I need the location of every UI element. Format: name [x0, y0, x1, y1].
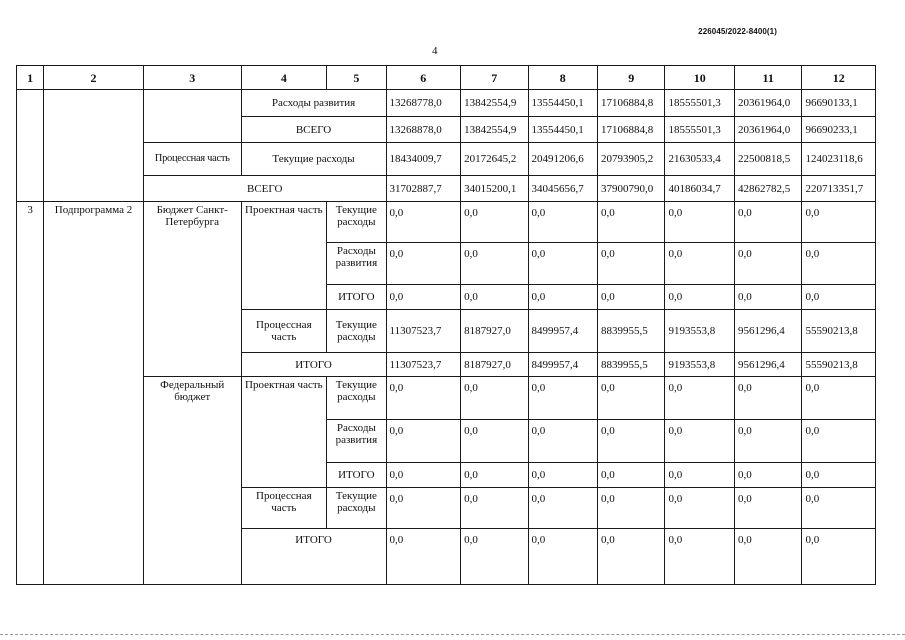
- section-number: 3: [17, 202, 44, 585]
- row-label: Текущие расходы: [327, 377, 386, 420]
- value-cell: 8499957,4: [528, 352, 597, 376]
- header-cell: 12: [802, 66, 876, 90]
- part-label: Проектная часть: [241, 202, 327, 310]
- row-label: Текущие расходы: [241, 143, 386, 176]
- table-row: [17, 143, 876, 176]
- value-cell: 13268778,0: [386, 90, 461, 116]
- value-cell: 0,0: [734, 462, 801, 487]
- header-cell: 10: [665, 66, 734, 90]
- value-cell: 17106884,8: [598, 90, 665, 116]
- value-cell: 0,0: [598, 202, 665, 243]
- value-cell: 0,0: [386, 202, 461, 243]
- value-cell: 37900790,0: [598, 175, 665, 201]
- value-cell: 20491206,6: [528, 143, 597, 176]
- row-label: ИТОГО: [327, 284, 386, 309]
- header-cell: 5: [327, 66, 386, 90]
- page-edge-divider: [0, 634, 905, 636]
- budget-table: [16, 65, 876, 585]
- value-cell: 0,0: [802, 202, 876, 243]
- value-cell: 42862782,5: [734, 175, 801, 201]
- value-cell: 0,0: [528, 284, 597, 309]
- value-cell: 0,0: [461, 377, 528, 420]
- value-cell: 0,0: [734, 420, 801, 463]
- value-cell: 0,0: [461, 284, 528, 309]
- header-cell: 8: [528, 66, 597, 90]
- value-cell: 0,0: [665, 528, 734, 584]
- header-row: [17, 66, 876, 90]
- value-cell: 0,0: [665, 420, 734, 463]
- page-number: 4: [432, 45, 438, 57]
- value-cell: 0,0: [528, 488, 597, 529]
- table-row: [17, 90, 876, 116]
- value-cell: 9561296,4: [734, 310, 801, 353]
- header-cell: 11: [734, 66, 801, 90]
- value-cell: 0,0: [528, 377, 597, 420]
- value-cell: 20361964,0: [734, 90, 801, 116]
- empty-cell: [44, 90, 144, 202]
- row-label: Текущие расходы: [327, 310, 386, 353]
- value-cell: 13554450,1: [528, 90, 597, 116]
- table-row: [17, 202, 876, 243]
- value-cell: 0,0: [386, 243, 461, 285]
- value-cell: 34045656,7: [528, 175, 597, 201]
- value-cell: 0,0: [734, 202, 801, 243]
- empty-cell: [17, 90, 44, 202]
- row-label: Текущие расходы: [327, 202, 386, 243]
- value-cell: 40186034,7: [665, 175, 734, 201]
- value-cell: 20172645,2: [461, 143, 528, 176]
- value-cell: 0,0: [734, 488, 801, 529]
- value-cell: 0,0: [386, 284, 461, 309]
- value-cell: 8187927,0: [461, 352, 528, 376]
- value-cell: 96690233,1: [802, 116, 876, 142]
- value-cell: 0,0: [665, 462, 734, 487]
- table-row: [17, 175, 876, 201]
- value-cell: 0,0: [598, 462, 665, 487]
- value-cell: 0,0: [665, 488, 734, 529]
- document-id: 226045/2022-8400(1): [698, 27, 777, 36]
- header-cell: 1: [17, 66, 44, 90]
- value-cell: 13268878,0: [386, 116, 461, 142]
- value-cell: 0,0: [598, 488, 665, 529]
- value-cell: 0,0: [386, 420, 461, 463]
- value-cell: 0,0: [598, 284, 665, 309]
- value-cell: 9193553,8: [665, 352, 734, 376]
- value-cell: 8839955,5: [598, 352, 665, 376]
- value-cell: 0,0: [734, 377, 801, 420]
- value-cell: 9561296,4: [734, 352, 801, 376]
- value-cell: 0,0: [528, 528, 597, 584]
- value-cell: 0,0: [461, 420, 528, 463]
- value-cell: 0,0: [598, 377, 665, 420]
- value-cell: 0,0: [802, 284, 876, 309]
- header-cell: 2: [44, 66, 144, 90]
- value-cell: 0,0: [598, 420, 665, 463]
- value-cell: 0,0: [734, 284, 801, 309]
- value-cell: 0,0: [461, 488, 528, 529]
- value-cell: 55590213,8: [802, 310, 876, 353]
- value-cell: 22500818,5: [734, 143, 801, 176]
- value-cell: 0,0: [528, 462, 597, 487]
- value-cell: 18434009,7: [386, 143, 461, 176]
- value-cell: 96690133,1: [802, 90, 876, 116]
- value-cell: 18555501,3: [665, 116, 734, 142]
- value-cell: 8839955,5: [598, 310, 665, 353]
- value-cell: 13554450,1: [528, 116, 597, 142]
- value-cell: 0,0: [802, 462, 876, 487]
- funding-source: Федеральный бюджет: [143, 377, 241, 585]
- row-label: ВСЕГО: [241, 116, 386, 142]
- value-cell: 0,0: [734, 243, 801, 285]
- value-cell: 0,0: [802, 243, 876, 285]
- value-cell: 0,0: [461, 243, 528, 285]
- row-label: ИТОГО: [241, 352, 386, 376]
- value-cell: 0,0: [598, 243, 665, 285]
- value-cell: 21630533,4: [665, 143, 734, 176]
- value-cell: 13842554,9: [461, 116, 528, 142]
- empty-cell: [143, 90, 241, 143]
- value-cell: 0,0: [528, 243, 597, 285]
- part-label: Процессная часть: [241, 310, 327, 353]
- value-cell: 0,0: [802, 488, 876, 529]
- value-cell: 0,0: [386, 528, 461, 584]
- header-cell: 4: [241, 66, 327, 90]
- value-cell: 11307523,7: [386, 310, 461, 353]
- value-cell: 18555501,3: [665, 90, 734, 116]
- value-cell: 0,0: [734, 528, 801, 584]
- section-name: Подпрограмма 2: [44, 202, 144, 585]
- value-cell: 13842554,9: [461, 90, 528, 116]
- header-cell: 7: [461, 66, 528, 90]
- value-cell: 0,0: [528, 420, 597, 463]
- value-cell: 0,0: [461, 202, 528, 243]
- row-label: ВСЕГО: [143, 175, 386, 201]
- row-label: Расходы развития: [241, 90, 386, 116]
- value-cell: 8187927,0: [461, 310, 528, 353]
- value-cell: 0,0: [665, 377, 734, 420]
- header-cell: 6: [386, 66, 461, 90]
- value-cell: 0,0: [665, 284, 734, 309]
- value-cell: 31702887,7: [386, 175, 461, 201]
- value-cell: 220713351,7: [802, 175, 876, 201]
- value-cell: 0,0: [802, 420, 876, 463]
- table-row: [17, 377, 876, 420]
- row-label: Расходы развития: [327, 420, 386, 463]
- value-cell: 0,0: [461, 528, 528, 584]
- value-cell: 0,0: [802, 528, 876, 584]
- value-cell: 0,0: [461, 462, 528, 487]
- value-cell: 17106884,8: [598, 116, 665, 142]
- value-cell: 0,0: [665, 202, 734, 243]
- value-cell: 124023118,6: [802, 143, 876, 176]
- value-cell: 0,0: [598, 528, 665, 584]
- row-label: Расходы развития: [327, 243, 386, 285]
- value-cell: 0,0: [386, 488, 461, 529]
- value-cell: 9193553,8: [665, 310, 734, 353]
- value-cell: 55590213,8: [802, 352, 876, 376]
- part-label: Процессная часть: [241, 488, 327, 529]
- value-cell: 20793905,2: [598, 143, 665, 176]
- value-cell: 8499957,4: [528, 310, 597, 353]
- row-label: Текущие расходы: [327, 488, 386, 529]
- value-cell: 20361964,0: [734, 116, 801, 142]
- value-cell: 0,0: [802, 377, 876, 420]
- header-cell: 9: [598, 66, 665, 90]
- row-label: ИТОГО: [327, 462, 386, 487]
- value-cell: 0,0: [665, 243, 734, 285]
- part-label: Проектная часть: [241, 377, 327, 488]
- value-cell: 0,0: [528, 202, 597, 243]
- value-cell: 11307523,7: [386, 352, 461, 376]
- funding-source: Бюджет Санкт-Петербурга: [143, 202, 241, 377]
- row-label: ИТОГО: [241, 528, 386, 584]
- header-cell: 3: [143, 66, 241, 90]
- part-label: Процессная часть: [143, 143, 241, 176]
- value-cell: 34015200,1: [461, 175, 528, 201]
- value-cell: 0,0: [386, 462, 461, 487]
- value-cell: 0,0: [386, 377, 461, 420]
